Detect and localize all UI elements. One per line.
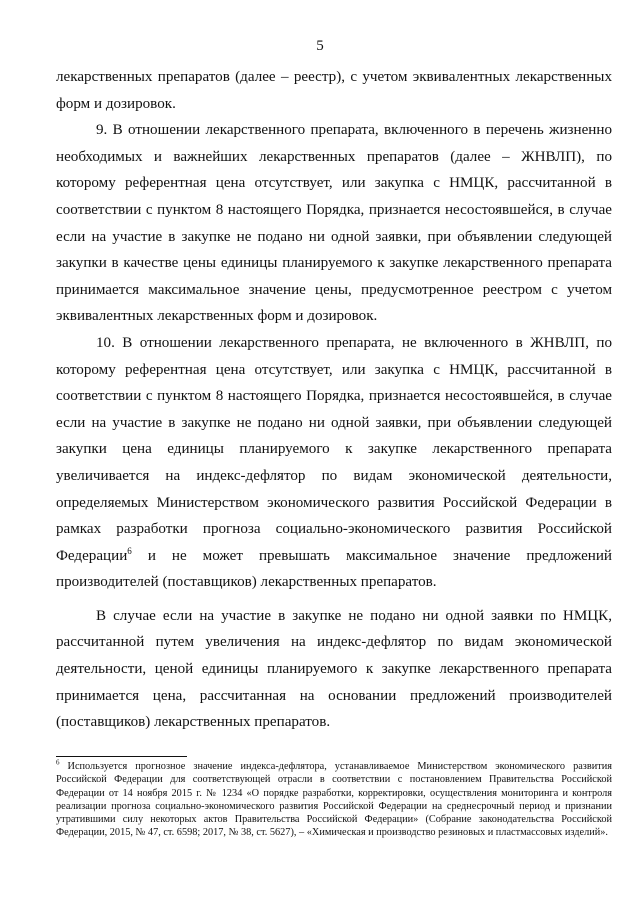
document-body [56,64,612,736]
footnote [56,760,612,840]
footnote-text: Используется прогнозное значение индекса-дефлятора, устанавливаемое Министерством экономического развития Российской Федерации для соответствующей отрасли в соответствии с постановлением Правительства Российской Федерации от 14 ноября 2015 г. № 1234 «О порядке разработки, корректировки, осуществления мониторинга и контроля реализации прогноза социально-экономического развития Российской Федерации на среднесрочный период и признании утратившими силу некоторых актов Правительства Российской Федерации» (Собрание законодательства Российской Федерации, 2015, № 47, ст. 6598; 2017, № 38, ст. 5627), – «Химическая и производство резиновых и пластмассовых изделий». [56,761,612,839]
footnote-marker: 6 [56,758,60,767]
paragraph-item-9: 9. В отношении лекарственного препарата, включенного в перечень жизненно необходимых и важнейших лекарственных препаратов (далее – ЖНВЛП), по которому референтная цена отсутствует, или закупка с НМЦК, рассчитанной в соответствии с пунктом 8 настоящего Порядка, признается несостоявшейся, в случае если на участие в закупке не подано ни одной заявки, при объявлении следующей закупки в качестве цены единицы планируемого к закупке лекарственного препарата принимается максимальное значение цены, предусмотренное реестром с учетом эквивалентных лекарственных форм и дозировок. [56,122,612,325]
paragraph-item-10 [56,330,612,596]
page-number: 5 [316,38,324,54]
paragraph-item-10-tail: и не может превышать максимальное значение предложений производителей (поставщиков) лекарственных препаратов. [56,547,612,591]
paragraph-final: В случае если на участие в закупке не подано ни одной заявки по НМЦК, рассчитанной путем увеличения на индекс-дефлятор по видам экономической деятельности, ценой единицы планируемого к закупке лекарственного препарата принимается цена, рассчитанная на основании предложений производителей (поставщиков) лекарственных препаратов. [56,607,612,731]
paragraph-item-10-text: 10. В отношении лекарственного препарата, не включенного в ЖНВЛП, по которому референтная цена отсутствует, или закупка с НМЦК, рассчитанной в соответствии с пунктом 8 настоящего Порядка, признается несостоявшейся, в случае если на участие в закупке не подано ни одной заявки, при объявлении следующей закупки цена единицы планируемого к закупке лекарственного препарата увеличивается на индекс-дефлятор по видам экономической деятельности, определяемых Министерством экономического развития Российской Федерации в рамках разработки прогноза социально-экономического развития Российской Федерации [56,334,612,564]
paragraph-continuation: лекарственных препаратов (далее – реестр), с учетом эквивалентных лекарственных форм и дозировок. [56,69,612,112]
footnote-reference[interactable]: 6 [127,545,132,556]
footnote-divider [56,756,187,757]
